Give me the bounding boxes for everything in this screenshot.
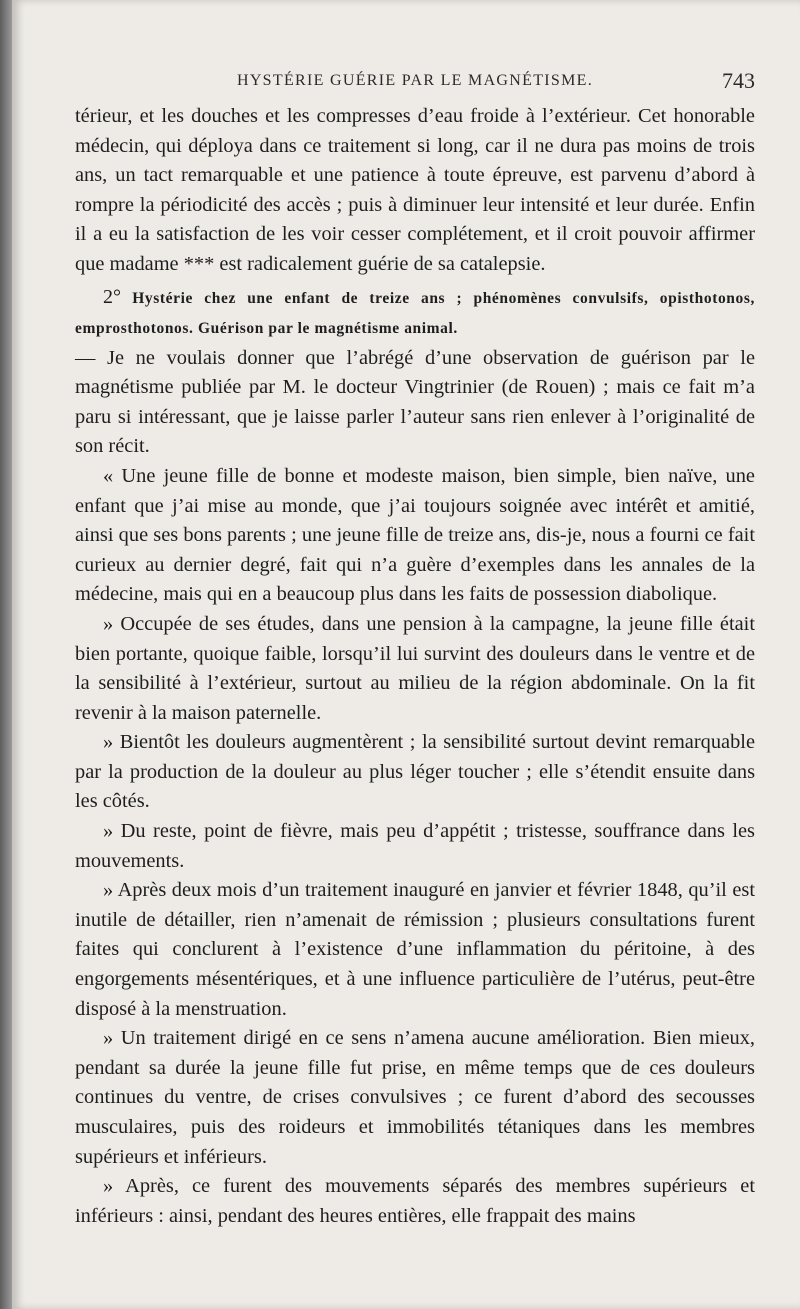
section-number: 2° <box>103 285 121 308</box>
paragraph: » Occupée de ses études, dans une pension à la campagne, la jeune fille était bien portante, quoique faible, lorsqu’il lui survint des douleurs dans le ventre et de la sensibilité à l’extérieur, surtout au milieu de la région abdominale. On la fit revenir à la maison paternelle. <box>75 612 755 724</box>
running-header <box>75 66 755 96</box>
section-heading-text: Hystérie chez une enfant de treize ans ; phénomènes convulsifs, opisthotonos, emprosthotonos. Guérison par le magnétisme animal. <box>75 289 755 337</box>
paragraph: » Après deux mois d’un traitement inauguré en janvier et février 1848, qu’il est inutile de détailler, rien n’amenait de rémission ; plusieurs consultations furent faites qui conclurent à l’existence d’une inflammation du péritoine, à des engorgements mésentériques, et à une influence particulière de l’utérus, peut-être disposé à la menstruation. <box>75 879 755 1020</box>
paragraph: » Un traitement dirigé en ce sens n’amena aucune amélioration. Bien mieux, pendant sa durée la jeune fille fut prise, en même temps que de ces douleurs continues du ventre, de crises convulsives ; ce furent d’abord des secousses musculaires, puis des roideurs et immobilités tétaniques dans les membres supérieurs et inférieurs. <box>75 1027 755 1168</box>
running-title: HYSTÉRIE GUÉRIE PAR LE MAGNÉTISME. <box>236 72 594 89</box>
paragraph: « Une jeune fille de bonne et modeste maison, bien simple, bien naïve, une enfant que j’ai mise au monde, que j’ai toujours soignée avec intérêt et amitié, ainsi que ses bons parents ; une jeune fille de treize ans, dis-je, nous a fourni ce fait curieux au dernier degré, fait qui n’a guère d’exemples dans les annales de la médecine, mais qui en a beaucoup plus dans les faits de possession diabolique. <box>75 464 755 606</box>
paragraph-continuation: térieur, et les douches et les compresses d’eau froide à l’extérieur. Cet honorable médecin, qui déploya dans ce traitement si long, car il ne dura pas moins de trois ans, un tact remarquable et une patience à toute épreuve, est parvenu d’abord à rompre la périodicité des accès ; puis à diminuer leur intensité et leur durée. Enfin il a eu la satisfaction de les voir cesser complétement, et il croit pouvoir affirmer que madame *** est radicalement guérie de sa catalepsie. <box>75 105 755 275</box>
paragraph: — Je ne voulais donner que l’abrégé d’une observation de guérison par le magnétisme publiée par M. le docteur Vingtrinier (de Rouen) ; mais ce fait m’a paru si intéressant, que je laisse parler l’auteur sans rien enlever à l’originalité de son récit. <box>75 346 755 458</box>
paragraph: » Du reste, point de fièvre, mais peu d’appétit ; tristesse, souffrance dans les mouvements. <box>75 820 755 872</box>
book-spine-shadow <box>0 0 12 1309</box>
page-body <box>75 102 755 1231</box>
section-heading <box>75 282 755 344</box>
page-number: 743 <box>722 68 755 93</box>
paragraph: » Après, ce furent des mouvements séparés des membres supérieurs et inférieurs : ainsi, pendant des heures entières, elle frappait des mains <box>75 1175 755 1227</box>
paragraph: » Bientôt les douleurs augmentèrent ; la sensibilité surtout devint remarquable par la production de la douleur au plus léger toucher ; elle s’étendit ensuite dans les côtés. <box>75 731 755 813</box>
